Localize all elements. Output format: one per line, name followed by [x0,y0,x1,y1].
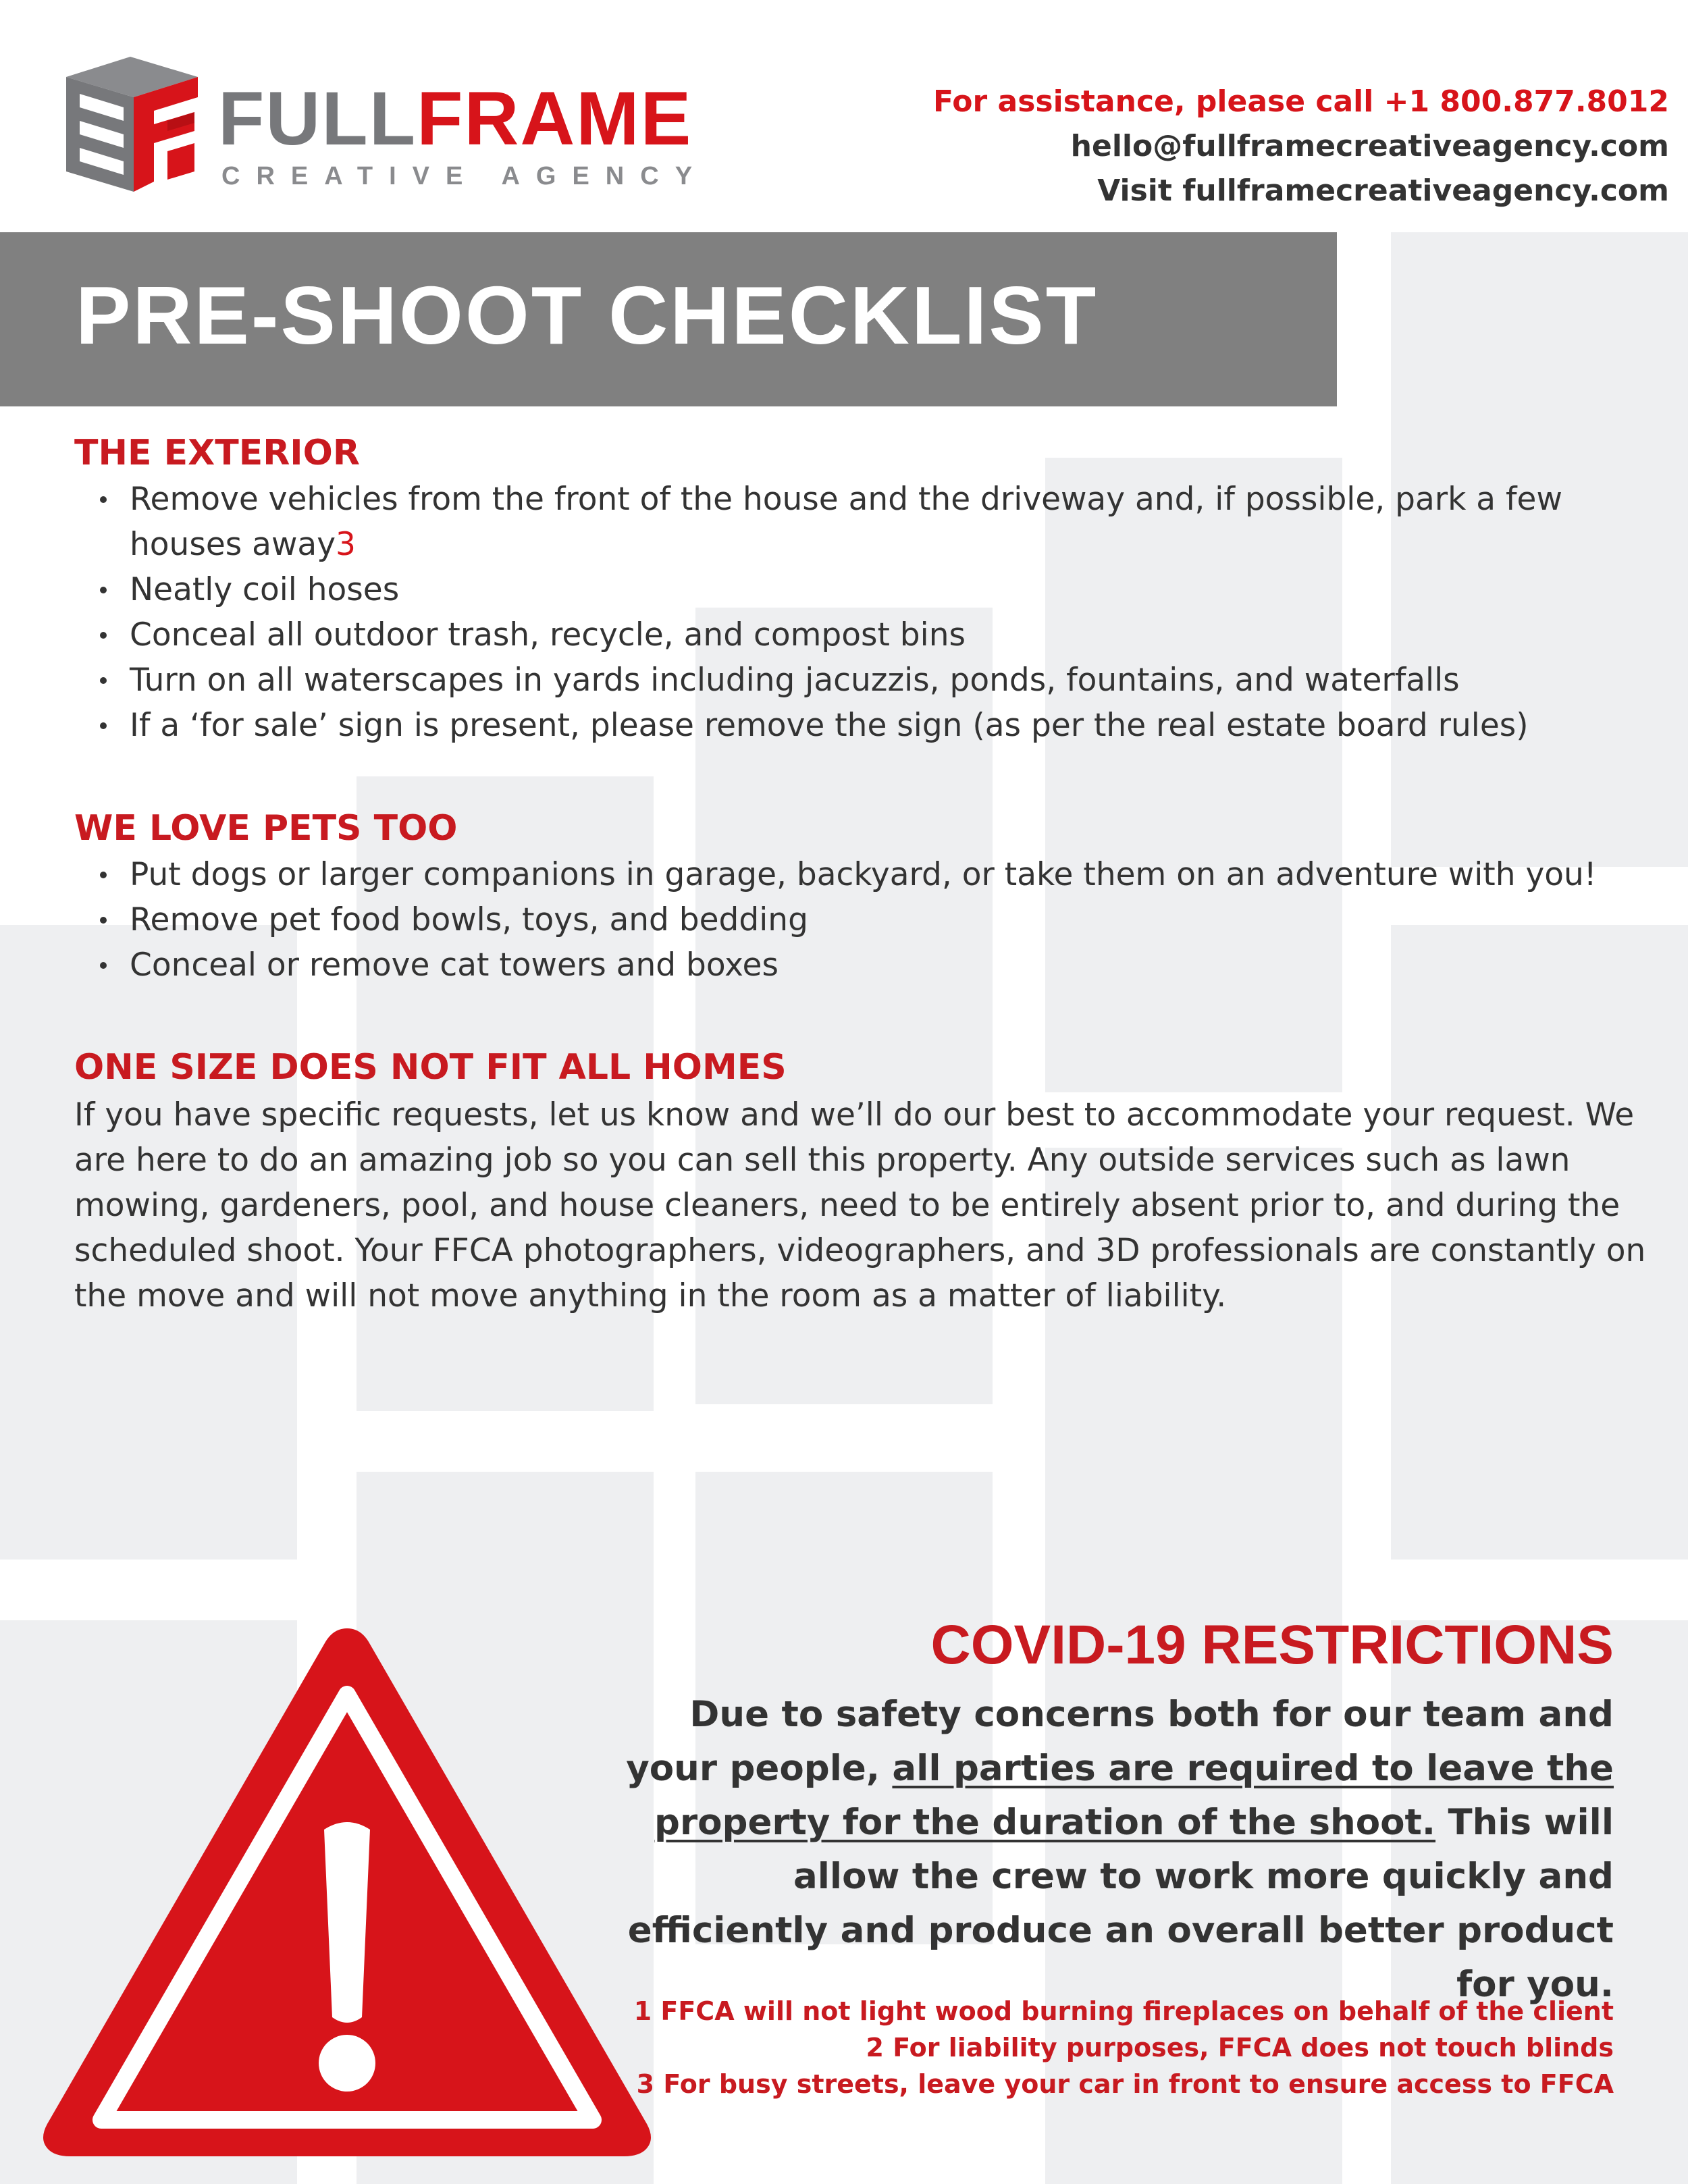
list-item [74,477,1641,567]
covid-text-before: Due to safety concerns both for our team and your people, [626,1694,1614,1790]
covid-section [601,1612,1614,2012]
assistance-phone: For assistance, please call +1 800.877.8012 [933,84,1669,119]
brand-tagline: CREATIVE AGENCY [221,162,709,190]
section-pets [74,807,1654,988]
page-title: PRE-SHOOT CHECKLIST [76,269,1099,361]
footnotes [601,1993,1614,2102]
section-one-size [74,1046,1654,1319]
list-item: Neatly coil hoses [74,567,1641,612]
list-item: Conceal or remove cat towers and boxes [74,942,1654,988]
covid-heading: COVID-19 RESTRICTIONS [930,1614,1614,1676]
list-item: Remove pet food bowls, toys, and bedding [74,897,1654,942]
fullframe-logo-icon [59,57,211,192]
contact-email[interactable]: hello@fullframecreativeagency.com [1070,129,1669,163]
section-paragraph: If you have specific requests, let us know and we’ll do our best to accommodate your request. We are here to do an amazing job so you can sell this property. Any outside services such as lawn mowing, gardeners, pool, and house cleaners, need to be entirely absent prior to, and during the scheduled shoot. Your FFCA photographers, videographers, and 3D professionals are constantly on the move and will not move anything in the room as a matter of liability. [74,1096,1646,1315]
contact-website[interactable]: Visit fullframecreativeagency.com [1097,174,1669,208]
checklist [74,477,1641,748]
brand-name-frame: FRAME [417,76,693,161]
section-heading: WE LOVE PETS TOO [74,808,458,849]
footnote: 2 For liability purposes, FFCA does not touch blinds [866,2033,1614,2062]
section-heading: THE EXTERIOR [74,433,360,473]
brand-name-full: FULL [218,76,417,161]
section-exterior [74,432,1641,748]
brand-logo [59,57,762,198]
footnote: 1 FFCA will not light wood burning fireplaces on behalf of the client [633,1996,1614,2026]
contact-block [933,80,1669,213]
section-heading: ONE SIZE DOES NOT FIT ALL HOMES [74,1047,787,1088]
list-item: If a ‘for sale’ sign is present, please remove the sign (as per the real estate board rules) [74,703,1641,748]
list-item: Turn on all waterscapes in yards including jacuzzis, ponds, fountains, and waterfalls [74,658,1641,703]
list-item: Conceal all outdoor trash, recycle, and compost bins [74,612,1641,658]
warning-triangle-icon [39,1619,655,2164]
title-band [0,232,1337,406]
covid-body [601,1688,1614,2012]
checklist [74,852,1654,988]
covid-text-after: This will allow the crew to work more quickly and efficiently and produce an overall better product for you. [627,1802,1614,2006]
footnote-ref: 3 [336,526,356,564]
covid-text-underlined: all parties are required to leave the property for the duration of the shoot. [654,1748,1614,1844]
list-item: Put dogs or larger companions in garage, backyard, or take them on an adventure with you! [74,852,1654,897]
brand-name [218,76,693,161]
list-item-text: Remove vehicles from the front of the house and the driveway and, if possible, park a few houses away [130,481,1562,564]
footnote: 3 For busy streets, leave your car in front to ensure access to FFCA [636,2069,1614,2099]
